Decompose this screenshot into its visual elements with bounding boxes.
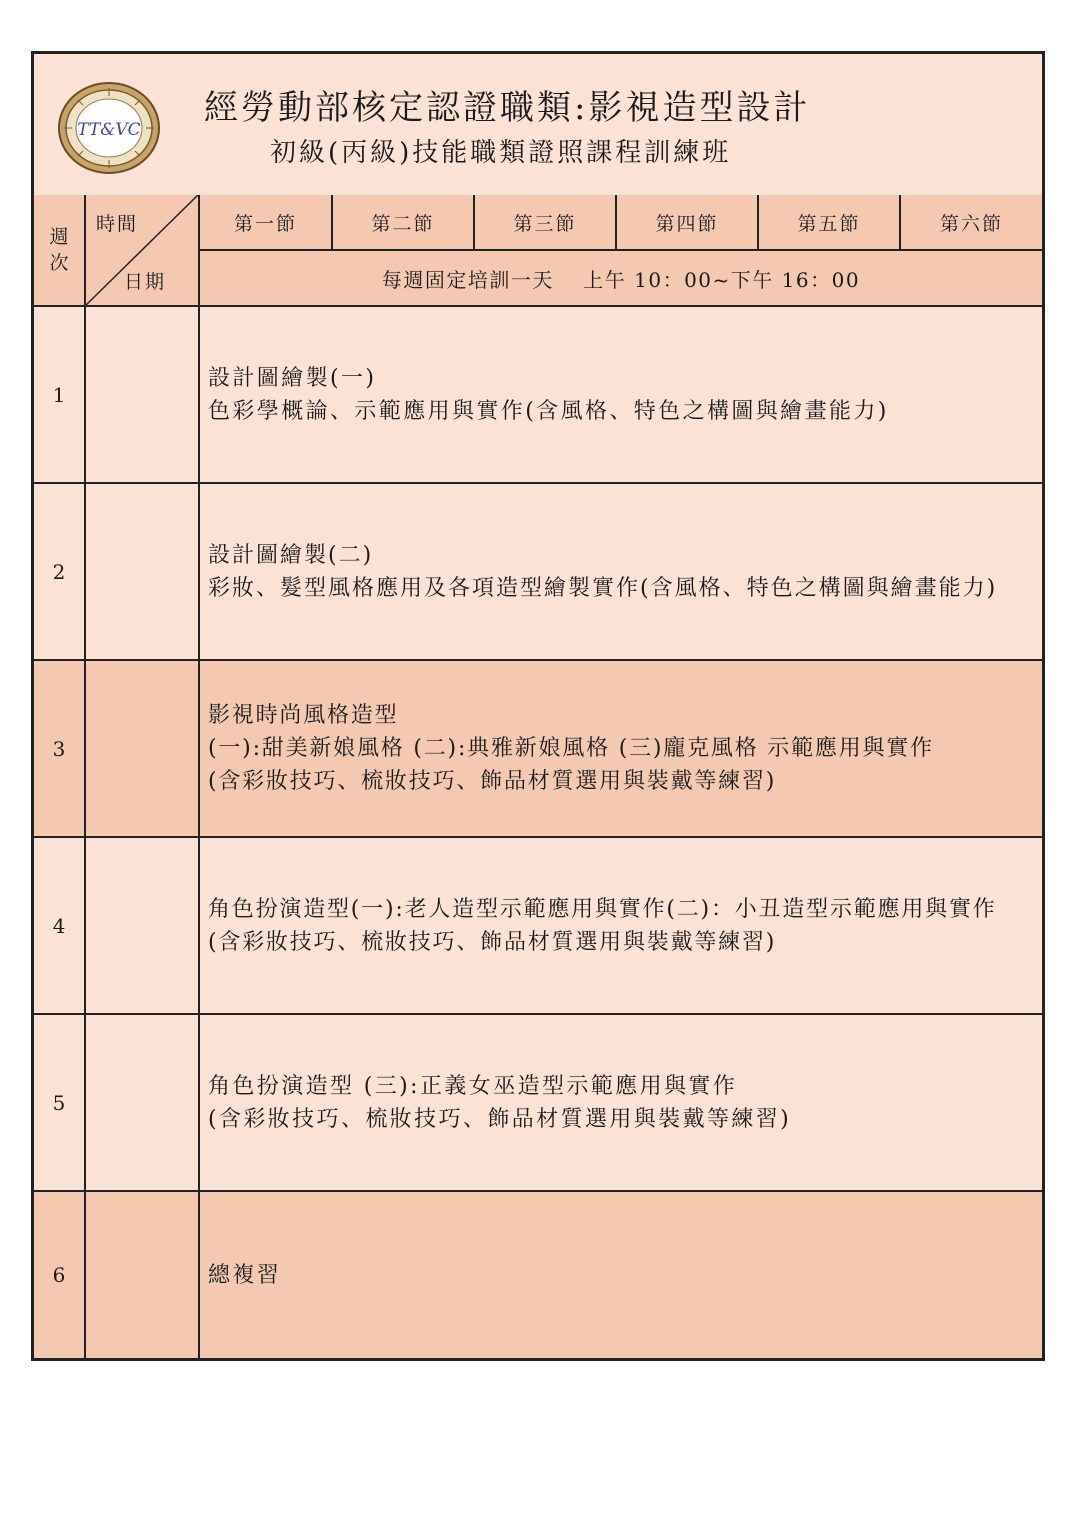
document-title: 經勞動部核定認證職類:影視造型設計 xyxy=(204,88,811,128)
course-line: 總複習 xyxy=(208,1262,282,1288)
course-line: (含彩妝技巧、梳妝技巧、飾品材質選用與裝戴等練習) xyxy=(208,1106,792,1132)
week-header-char-2: 次 xyxy=(49,252,69,274)
period-2: 第二節 xyxy=(333,195,475,251)
course-line: 色彩學概論、示範應用與實作(含風格、特色之構圖與繪畫能力) xyxy=(208,398,889,424)
logo-text: TT&VC xyxy=(77,120,141,140)
schedule-sheet xyxy=(31,51,1045,1361)
week-number: 5 xyxy=(34,1015,86,1192)
week-number: 2 xyxy=(34,484,86,661)
week-number: 6 xyxy=(34,1192,86,1358)
date-cell xyxy=(86,661,200,838)
course-content xyxy=(200,1192,1042,1358)
period-5: 第五節 xyxy=(759,195,901,251)
course-content xyxy=(200,838,1042,1015)
week-number: 3 xyxy=(34,661,86,838)
schedule-note: 每週固定培訓一天 上午 10：00~下午 16：00 xyxy=(200,251,1042,307)
document-header xyxy=(34,54,1042,198)
course-line: 影視時尚風格造型 xyxy=(208,703,399,728)
week-header xyxy=(34,195,86,307)
course-line: 角色扮演造型(一):老人造型示範應用與實作(二)：小丑造型示範應用與實作 xyxy=(208,896,997,922)
week-header-char-1: 週 xyxy=(49,226,69,248)
course-content xyxy=(200,661,1042,838)
time-date-header xyxy=(86,195,200,307)
time-label: 時間 xyxy=(96,213,139,235)
course-content xyxy=(200,484,1042,661)
week-number: 1 xyxy=(34,307,86,484)
date-cell xyxy=(86,1192,200,1358)
period-3: 第三節 xyxy=(475,195,617,251)
date-cell xyxy=(86,1015,200,1192)
course-content xyxy=(200,307,1042,484)
course-line: 彩妝、髮型風格應用及各項造型繪製實作(含風格、特色之構圖與繪畫能力) xyxy=(208,575,998,601)
course-line: (含彩妝技巧、梳妝技巧、飾品材質選用與裝戴等練習) xyxy=(208,929,777,955)
period-4: 第四節 xyxy=(617,195,759,251)
period-6: 第六節 xyxy=(901,195,1042,251)
document-subtitle: 初級(丙級)技能職類證照課程訓練班 xyxy=(270,138,732,168)
week-number: 4 xyxy=(34,838,86,1015)
ttvc-emblem-icon xyxy=(58,82,160,174)
date-cell xyxy=(86,307,200,484)
period-1: 第一節 xyxy=(200,195,333,251)
date-cell xyxy=(86,838,200,1015)
course-line: 角色扮演造型 (三):正義女巫造型示範應用與實作 xyxy=(208,1073,738,1099)
date-label: 日期 xyxy=(124,271,167,293)
course-content xyxy=(200,1015,1042,1192)
date-cell xyxy=(86,484,200,661)
course-line: 設計圖繪製(一) xyxy=(208,365,377,391)
course-line: (一):甜美新娘風格 (二):典雅新娘風格 (三)龐克風格 示範應用與實作 xyxy=(208,736,934,761)
course-line: (含彩妝技巧、梳妝技巧、飾品材質選用與裝戴等練習) xyxy=(208,769,777,794)
course-line: 設計圖繪製(二) xyxy=(208,542,374,568)
